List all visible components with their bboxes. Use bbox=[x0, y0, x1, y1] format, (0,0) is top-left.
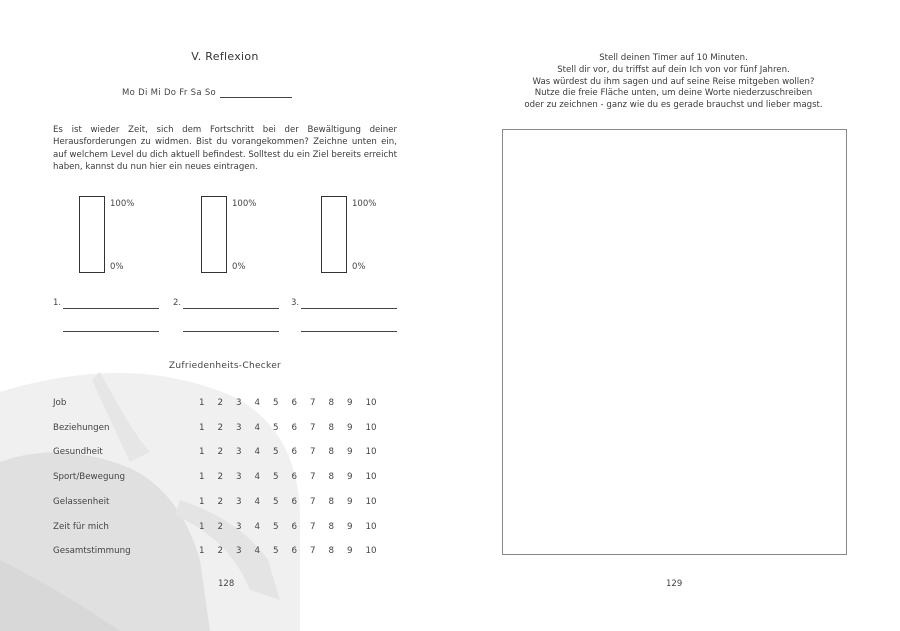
checker-row-label: Gesamtstimmung bbox=[53, 546, 131, 557]
rating-option[interactable]: 4 bbox=[254, 546, 261, 557]
prompt-line: Stell dir vor, du triffst auf dein Ich von vor fünf Jahren. bbox=[557, 64, 790, 75]
rating-option[interactable]: 10 bbox=[365, 521, 377, 532]
rating-option[interactable]: 2 bbox=[217, 546, 224, 557]
rating-option[interactable]: 1 bbox=[199, 521, 205, 532]
rating-option[interactable]: 7 bbox=[310, 546, 316, 557]
rating-option[interactable]: 6 bbox=[291, 521, 298, 532]
rating-option[interactable]: 1 bbox=[199, 398, 205, 408]
rating-option[interactable]: 1 bbox=[199, 422, 205, 433]
rating-option[interactable]: 6 bbox=[291, 472, 298, 483]
rating-option[interactable]: 9 bbox=[347, 422, 353, 433]
rating-option[interactable]: 9 bbox=[347, 521, 353, 532]
prompt-line: Nutze die freie Fläche unten, um deine Worte niederzuschreiben bbox=[534, 88, 813, 99]
prompt-line: Was würdest du ihm sagen und auf seine Reise mitgeben wollen? bbox=[532, 76, 815, 87]
rating-option[interactable]: 5 bbox=[273, 422, 279, 433]
rating-option[interactable]: 2 bbox=[217, 447, 224, 458]
rating-option[interactable]: 4 bbox=[254, 422, 261, 433]
rating-option[interactable]: 1 bbox=[199, 472, 205, 483]
rating-option[interactable]: 9 bbox=[347, 472, 353, 483]
rating-option[interactable]: 4 bbox=[254, 496, 261, 507]
rating-option[interactable]: 2 bbox=[217, 398, 224, 408]
rating-option[interactable]: 2 bbox=[217, 496, 224, 507]
checker-row-label: Zeit für mich bbox=[53, 521, 109, 532]
rating-option[interactable]: 8 bbox=[328, 521, 335, 532]
page-number-left: 128 bbox=[218, 579, 235, 589]
checker-row-label: Job bbox=[53, 398, 67, 408]
rating-option[interactable]: 4 bbox=[254, 472, 261, 483]
goal-line[interactable] bbox=[183, 308, 279, 309]
rating-option[interactable]: 3 bbox=[236, 447, 242, 458]
progress-gauge-2[interactable] bbox=[201, 196, 281, 276]
rating-option[interactable]: 8 bbox=[328, 398, 335, 408]
rating-option[interactable]: 10 bbox=[365, 422, 377, 433]
rating-option[interactable]: 3 bbox=[236, 546, 242, 557]
rating-option[interactable]: 10 bbox=[365, 447, 377, 458]
rating-option[interactable]: 9 bbox=[347, 398, 353, 408]
rating-scale bbox=[199, 472, 384, 482]
rating-option[interactable]: 7 bbox=[310, 422, 316, 433]
rating-option[interactable]: 3 bbox=[236, 521, 242, 532]
rating-option[interactable]: 1 bbox=[199, 546, 205, 557]
rating-option[interactable]: 4 bbox=[254, 521, 261, 532]
rating-option[interactable]: 6 bbox=[291, 422, 298, 433]
checker-row-label: Sport/Bewegung bbox=[53, 472, 126, 483]
goal-line[interactable] bbox=[183, 331, 279, 332]
gauge-bar[interactable] bbox=[201, 196, 227, 273]
rating-option[interactable]: 9 bbox=[347, 496, 353, 507]
rating-option[interactable]: 3 bbox=[236, 398, 242, 408]
weekday-date-line bbox=[122, 88, 292, 98]
goal-line[interactable] bbox=[301, 331, 397, 332]
rating-option[interactable]: 2 bbox=[217, 521, 224, 532]
rating-option[interactable]: 2 bbox=[217, 472, 224, 483]
rating-scale bbox=[199, 546, 384, 556]
goal-line[interactable] bbox=[63, 308, 159, 309]
rating-option[interactable]: 10 bbox=[365, 546, 377, 557]
page-number-right: 129 bbox=[666, 579, 683, 589]
goal-number: 1. bbox=[53, 298, 62, 308]
gauge-bottom-label: 0% bbox=[232, 262, 246, 272]
checker-row-label: Gelassenheit bbox=[53, 496, 110, 507]
rating-option[interactable]: 8 bbox=[328, 447, 335, 458]
goal-line[interactable] bbox=[63, 331, 159, 332]
rating-option[interactable]: 5 bbox=[273, 546, 279, 557]
gauge-bar[interactable] bbox=[321, 196, 347, 273]
rating-option[interactable]: 4 bbox=[254, 447, 261, 458]
rating-option[interactable]: 4 bbox=[254, 398, 261, 408]
rating-option[interactable]: 5 bbox=[273, 447, 279, 458]
rating-scale bbox=[199, 398, 384, 408]
rating-option[interactable]: 7 bbox=[310, 521, 316, 532]
rating-option[interactable]: 10 bbox=[365, 398, 377, 408]
rating-option[interactable]: 3 bbox=[236, 472, 242, 483]
rating-option[interactable]: 7 bbox=[310, 447, 316, 458]
prompt-line: oder zu zeichnen - ganz wie du es gerade brauchst und lieber magst. bbox=[524, 100, 823, 111]
rating-option[interactable]: 5 bbox=[273, 521, 279, 532]
checker-row-label: Beziehungen bbox=[53, 422, 110, 433]
rating-option[interactable]: 2 bbox=[217, 422, 224, 433]
goal-line[interactable] bbox=[301, 308, 397, 309]
progress-gauge-1[interactable] bbox=[79, 196, 159, 276]
rating-option[interactable]: 1 bbox=[199, 447, 205, 458]
rating-scale bbox=[199, 497, 384, 507]
page-title: V. Reflexion bbox=[191, 50, 259, 63]
rating-scale bbox=[199, 522, 384, 532]
rating-option[interactable]: 6 bbox=[291, 398, 298, 408]
rating-option[interactable]: 6 bbox=[291, 546, 298, 557]
rating-scale bbox=[199, 423, 384, 433]
rating-option[interactable]: 3 bbox=[236, 422, 242, 433]
gauge-bottom-label: 0% bbox=[352, 262, 366, 272]
rating-option[interactable]: 8 bbox=[328, 472, 335, 483]
rating-option[interactable]: 10 bbox=[365, 496, 377, 507]
gauge-top-label: 100% bbox=[110, 199, 135, 209]
rating-option[interactable]: 1 bbox=[199, 496, 205, 507]
rating-option[interactable]: 7 bbox=[310, 496, 316, 507]
rating-option[interactable]: 7 bbox=[310, 398, 316, 408]
rating-option[interactable]: 5 bbox=[273, 496, 279, 507]
rating-option[interactable]: 9 bbox=[347, 546, 353, 557]
weekday-labels: Mo Di Mi Do Fr Sa So bbox=[122, 88, 217, 98]
rating-option[interactable]: 7 bbox=[310, 472, 316, 483]
intro-text: Es ist wieder Zeit, sich dem Fortschritt bei der Bewältigung deiner Herausforderungen zu widmen. Bist du vorangekommen? Zeichne unten ein, auf welchem Level du dich aktuell befindest. Solltest du ein Ziel bereits erreicht haben, kannst du nun hier ein neues eintragen. bbox=[53, 125, 397, 172]
rating-scale bbox=[199, 447, 384, 457]
rating-option[interactable]: 8 bbox=[328, 496, 335, 507]
rating-option[interactable]: 5 bbox=[273, 398, 279, 408]
gauge-bottom-label: 0% bbox=[110, 262, 124, 272]
gauge-top-label: 100% bbox=[232, 199, 257, 209]
rating-option[interactable]: 5 bbox=[273, 472, 279, 483]
goal-number: 2. bbox=[173, 298, 182, 308]
rating-option[interactable]: 8 bbox=[328, 422, 335, 433]
rating-option[interactable]: 6 bbox=[291, 496, 298, 507]
rating-option[interactable]: 3 bbox=[236, 496, 242, 507]
checker-title: Zufriedenheits-Checker bbox=[168, 361, 282, 371]
date-blank-line[interactable] bbox=[220, 89, 292, 98]
goal-number: 3. bbox=[291, 298, 300, 308]
checker-row-label: Gesundheit bbox=[53, 447, 103, 458]
free-writing-area[interactable] bbox=[502, 129, 847, 555]
rating-option[interactable]: 6 bbox=[291, 447, 298, 458]
progress-gauge-3[interactable] bbox=[321, 196, 401, 276]
gauge-bar[interactable] bbox=[79, 196, 105, 273]
prompt-line: Stell deinen Timer auf 10 Minuten. bbox=[599, 53, 748, 63]
rating-option[interactable]: 10 bbox=[365, 472, 377, 483]
gauge-top-label: 100% bbox=[352, 199, 377, 209]
rating-option[interactable]: 8 bbox=[328, 546, 335, 557]
rating-option[interactable]: 9 bbox=[347, 447, 353, 458]
writing-prompt bbox=[500, 53, 847, 112]
